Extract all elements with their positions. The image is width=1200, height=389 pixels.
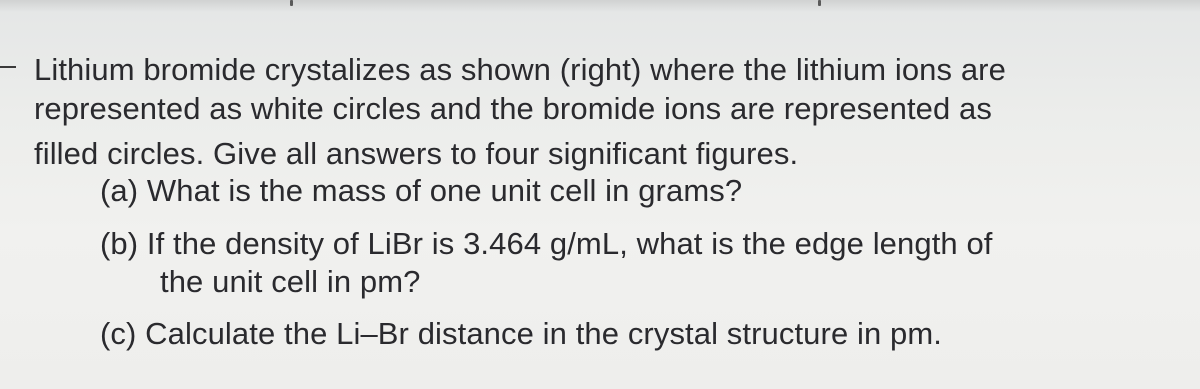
question-b-line-2: the unit cell in pm? (160, 264, 421, 299)
intro-line-3: filled circles. Give all answers to four significant figures. (34, 136, 799, 171)
question-a: (a) What is the mass of one unit cell in grams? (100, 173, 743, 208)
page-edge-mark (290, 0, 293, 6)
intro-line-2: represented as white circles and the bromide ions are represented as (34, 91, 992, 126)
question-c: (c) Calculate the Li–Br distance in the crystal structure in pm. (100, 316, 943, 351)
page-edge-mark (818, 0, 821, 6)
question-b-line-1: (b) If the density of LiBr is 3.464 g/mL, what is the edge length of (100, 226, 993, 261)
intro-line-1: Lithium bromide crystalizes as shown (right) where the lithium ions are (34, 52, 1006, 87)
margin-tick (0, 66, 16, 68)
page-top-shadow (0, 0, 1200, 12)
